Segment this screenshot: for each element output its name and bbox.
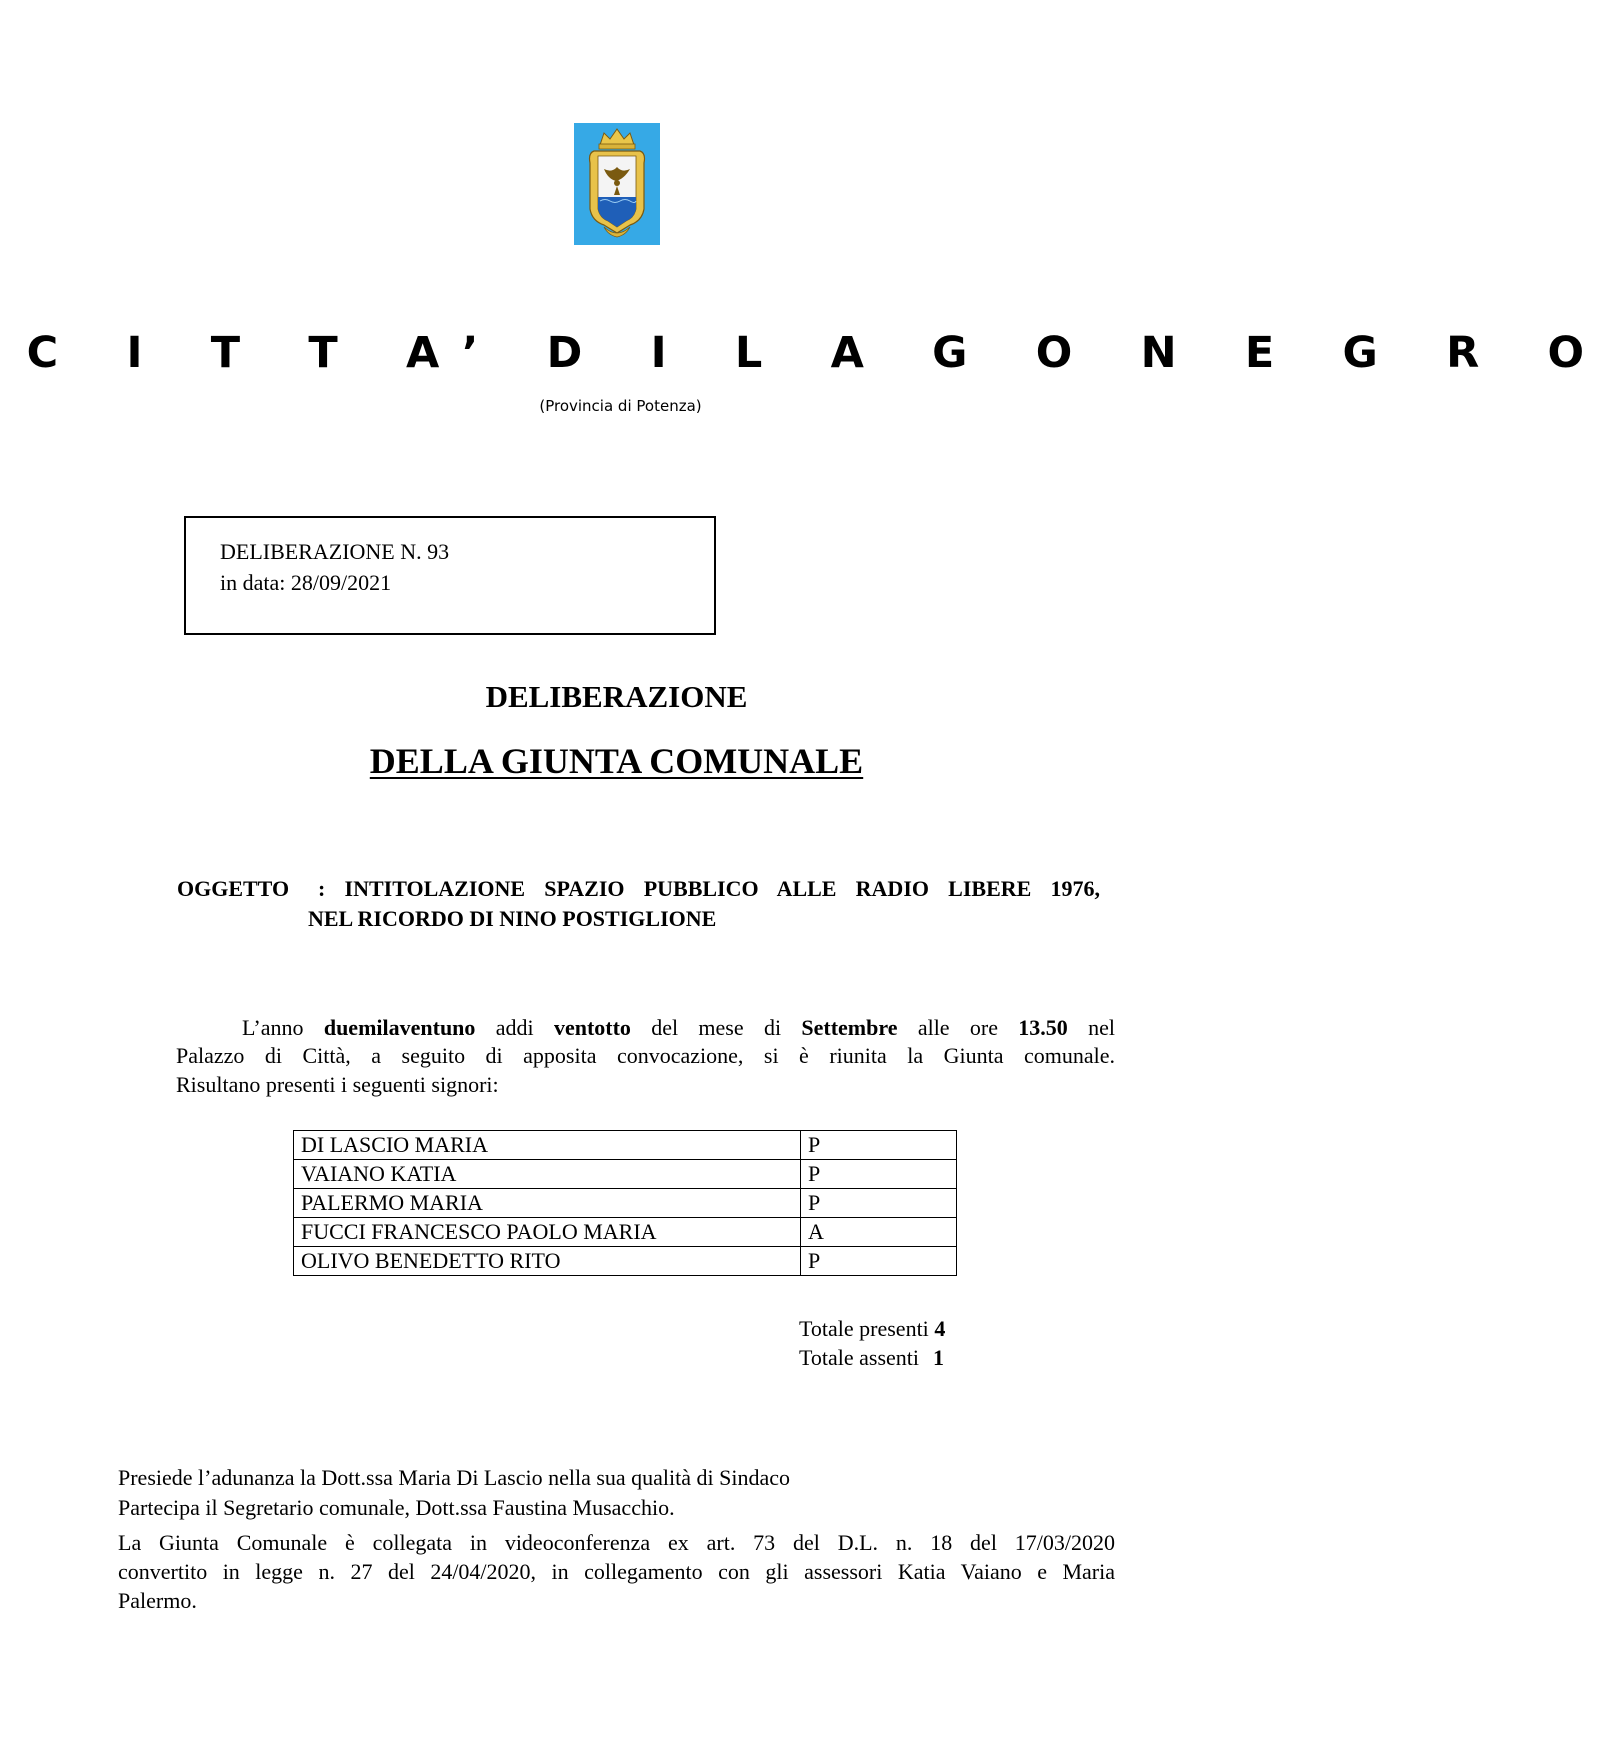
total-absent — [799, 1347, 944, 1369]
oggetto-subject-line-1: : INTITOLAZIONE SPAZIO PUBBLICO ALLE RADIO LIBERE 1976, — [318, 876, 1100, 901]
total-present-label: Totale presenti — [799, 1316, 935, 1341]
member-status: P — [801, 1131, 957, 1160]
heading-deliberazione: DELIBERAZIONE — [485, 679, 748, 714]
total-present — [799, 1318, 945, 1340]
table-row — [294, 1189, 957, 1218]
city-title: C I T T A’ D I L A G O N E G R O — [26, 328, 1611, 378]
table-row — [294, 1247, 957, 1276]
total-absent-label: Totale assenti — [799, 1345, 920, 1370]
deliberation-number: DELIBERAZIONE N. 93 — [220, 539, 450, 564]
member-status: P — [801, 1189, 957, 1218]
deliberation-date: in data: 28/09/2021 — [220, 570, 392, 595]
attendance-table — [293, 1130, 957, 1276]
member-name: VAIANO KATIA — [294, 1160, 801, 1189]
member-status: A — [801, 1218, 957, 1247]
intro-line-3: Risultano presenti i seguenti signori: — [176, 1072, 499, 1097]
member-status: P — [801, 1247, 957, 1276]
intro-line-1: L’anno duemilaventuno addi ventotto del mese di Settembre alle ore 13.50 nel — [242, 1015, 1115, 1040]
coat-of-arms-logo — [574, 123, 660, 245]
oggetto-label: OGGETTO — [177, 876, 290, 901]
member-name: PALERMO MARIA — [294, 1189, 801, 1218]
member-name: FUCCI FRANCESCO PAOLO MARIA — [294, 1218, 801, 1247]
total-present-value: 4 — [934, 1316, 946, 1341]
videoconference-line-3: Palermo. — [118, 1588, 197, 1613]
oggetto-subject-line-2: NEL RICORDO DI NINO POSTIGLIONE — [308, 906, 717, 931]
member-name: DI LASCIO MARIA — [294, 1131, 801, 1160]
heading-giunta-comunale: DELLA GIUNTA COMUNALE — [369, 741, 864, 781]
table-row — [294, 1160, 957, 1189]
videoconference-line-2: convertito in legge n. 27 del 24/04/2020, in collegamento con gli assessori Katia Vaiano e Maria — [118, 1559, 1115, 1584]
table-row — [294, 1131, 957, 1160]
total-absent-value: 1 — [933, 1345, 945, 1370]
presiede-line: Presiede l’adunanza la Dott.ssa Maria Di Lascio nella sua qualità di Sindaco — [118, 1465, 791, 1490]
member-status: P — [801, 1160, 957, 1189]
table-row — [294, 1218, 957, 1247]
partecipa-line: Partecipa il Segretario comunale, Dott.ssa Faustina Musacchio. — [118, 1495, 675, 1520]
province-subtitle: (Provincia di Potenza) — [539, 397, 702, 415]
member-name: OLIVO BENEDETTO RITO — [294, 1247, 801, 1276]
videoconference-line-1: La Giunta Comunale è collegata in videoconferenza ex art. 73 del D.L. n. 18 del 17/03/2020 — [118, 1530, 1115, 1555]
intro-line-2: Palazzo di Città, a seguito di apposita convocazione, si è riunita la Giunta comunale. — [176, 1043, 1115, 1068]
